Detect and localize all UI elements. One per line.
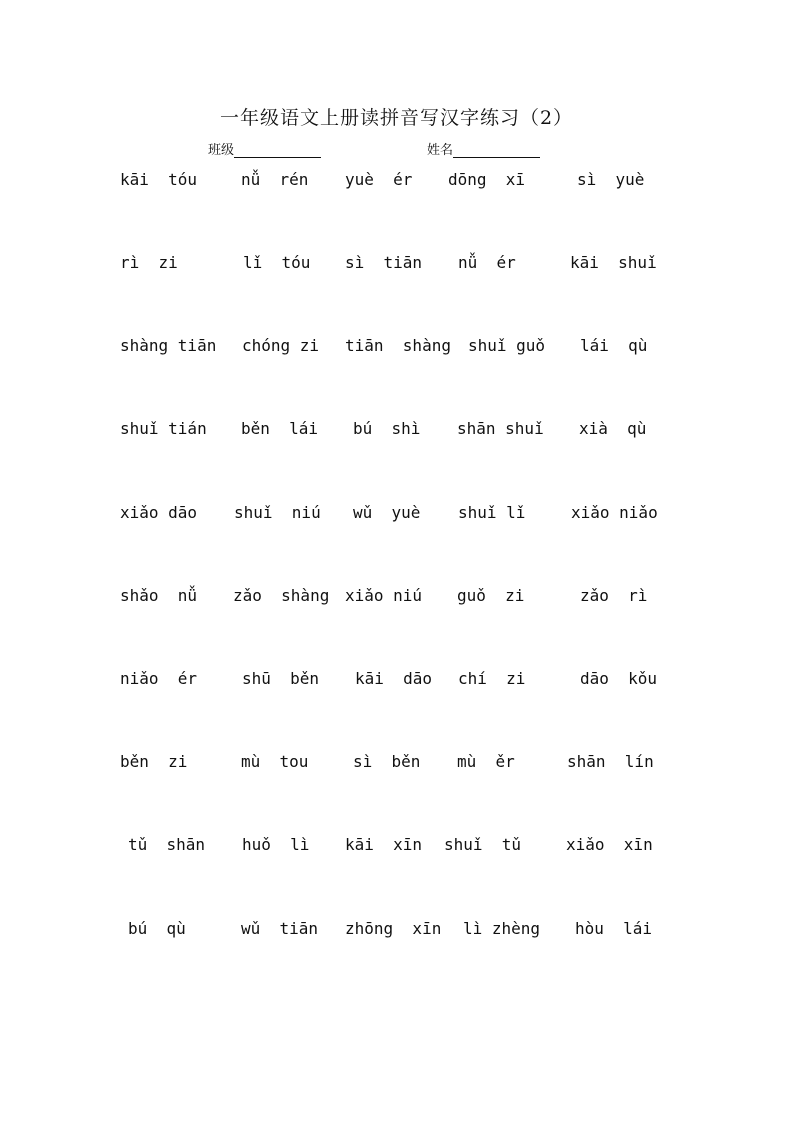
- pinyin-word: zhōng xīn: [345, 919, 442, 938]
- pinyin-word: bú shì: [353, 419, 421, 438]
- pinyin-word: hòu lái: [575, 919, 653, 938]
- pinyin-word: wǔ yuè: [353, 503, 421, 522]
- pinyin-word: běn zi: [120, 752, 188, 771]
- pinyin-word: xiǎo dāo: [120, 503, 198, 522]
- pinyin-word: xiǎo xīn: [566, 835, 653, 854]
- pinyin-word: lǐ tóu: [243, 253, 311, 272]
- pinyin-word: dāo kǒu: [580, 669, 658, 688]
- pinyin-word: mù tou: [241, 752, 309, 771]
- pinyin-word: kāi xīn: [345, 835, 423, 854]
- pinyin-word: bú qù: [128, 919, 186, 938]
- pinyin-word: shuǐ tián: [120, 419, 207, 438]
- pinyin-word: shū běn: [242, 669, 320, 688]
- name-blank-line[interactable]: [453, 142, 540, 158]
- page-title: 一年级语文上册读拼音写汉字练习（2）: [219, 107, 574, 129]
- pinyin-word: xiǎo niǎo: [571, 503, 658, 522]
- pinyin-word: sì yuè: [577, 170, 645, 189]
- pinyin-word: dōng xī: [448, 170, 526, 189]
- pinyin-word: xiǎo niú: [345, 586, 423, 605]
- pinyin-word: tiān shàng: [345, 336, 451, 355]
- pinyin-word: xià qù: [579, 419, 647, 438]
- pinyin-word: shuǐ lǐ: [458, 503, 526, 522]
- pinyin-word: guǒ zi: [457, 586, 525, 605]
- pinyin-word: chí zi: [458, 669, 526, 688]
- pinyin-word: zǎo rì: [580, 586, 648, 605]
- pinyin-word: huǒ lì: [242, 835, 310, 854]
- pinyin-word: lái qù: [580, 336, 648, 355]
- pinyin-word: sì běn: [353, 752, 421, 771]
- pinyin-word: shuǐ guǒ: [468, 336, 546, 355]
- pinyin-word: zǎo shàng: [233, 586, 330, 605]
- pinyin-word: wǔ tiān: [241, 919, 319, 938]
- name-field: [427, 139, 540, 158]
- pinyin-word: sì tiān: [345, 253, 423, 272]
- pinyin-word: shuǐ tǔ: [444, 835, 522, 854]
- pinyin-word: nǚ rén: [241, 170, 309, 189]
- pinyin-word: niǎo ér: [120, 669, 198, 688]
- pinyin-word: shuǐ niú: [234, 503, 321, 522]
- pinyin-word: lì zhèng: [463, 919, 541, 938]
- pinyin-word: běn lái: [241, 419, 319, 438]
- pinyin-word: nǚ ér: [458, 253, 516, 272]
- pinyin-word: shān lín: [567, 752, 654, 771]
- pinyin-word: tǔ shān: [128, 835, 206, 854]
- pinyin-word: shàng tiān: [120, 336, 217, 355]
- pinyin-word: rì zi: [120, 253, 178, 272]
- name-label: 姓名: [427, 143, 454, 158]
- class-field: [208, 139, 321, 158]
- pinyin-word: kāi shuǐ: [570, 253, 657, 272]
- pinyin-word: kāi dāo: [355, 669, 433, 688]
- pinyin-word: yuè ér: [345, 170, 413, 189]
- pinyin-word: chóng zi: [242, 336, 320, 355]
- class-blank-line[interactable]: [234, 142, 321, 158]
- pinyin-word: mù ěr: [457, 752, 515, 771]
- pinyin-word: kāi tóu: [120, 170, 198, 189]
- pinyin-word: shǎo nǚ: [120, 586, 198, 605]
- pinyin-word: shān shuǐ: [457, 419, 544, 438]
- class-label: 班级: [208, 143, 235, 158]
